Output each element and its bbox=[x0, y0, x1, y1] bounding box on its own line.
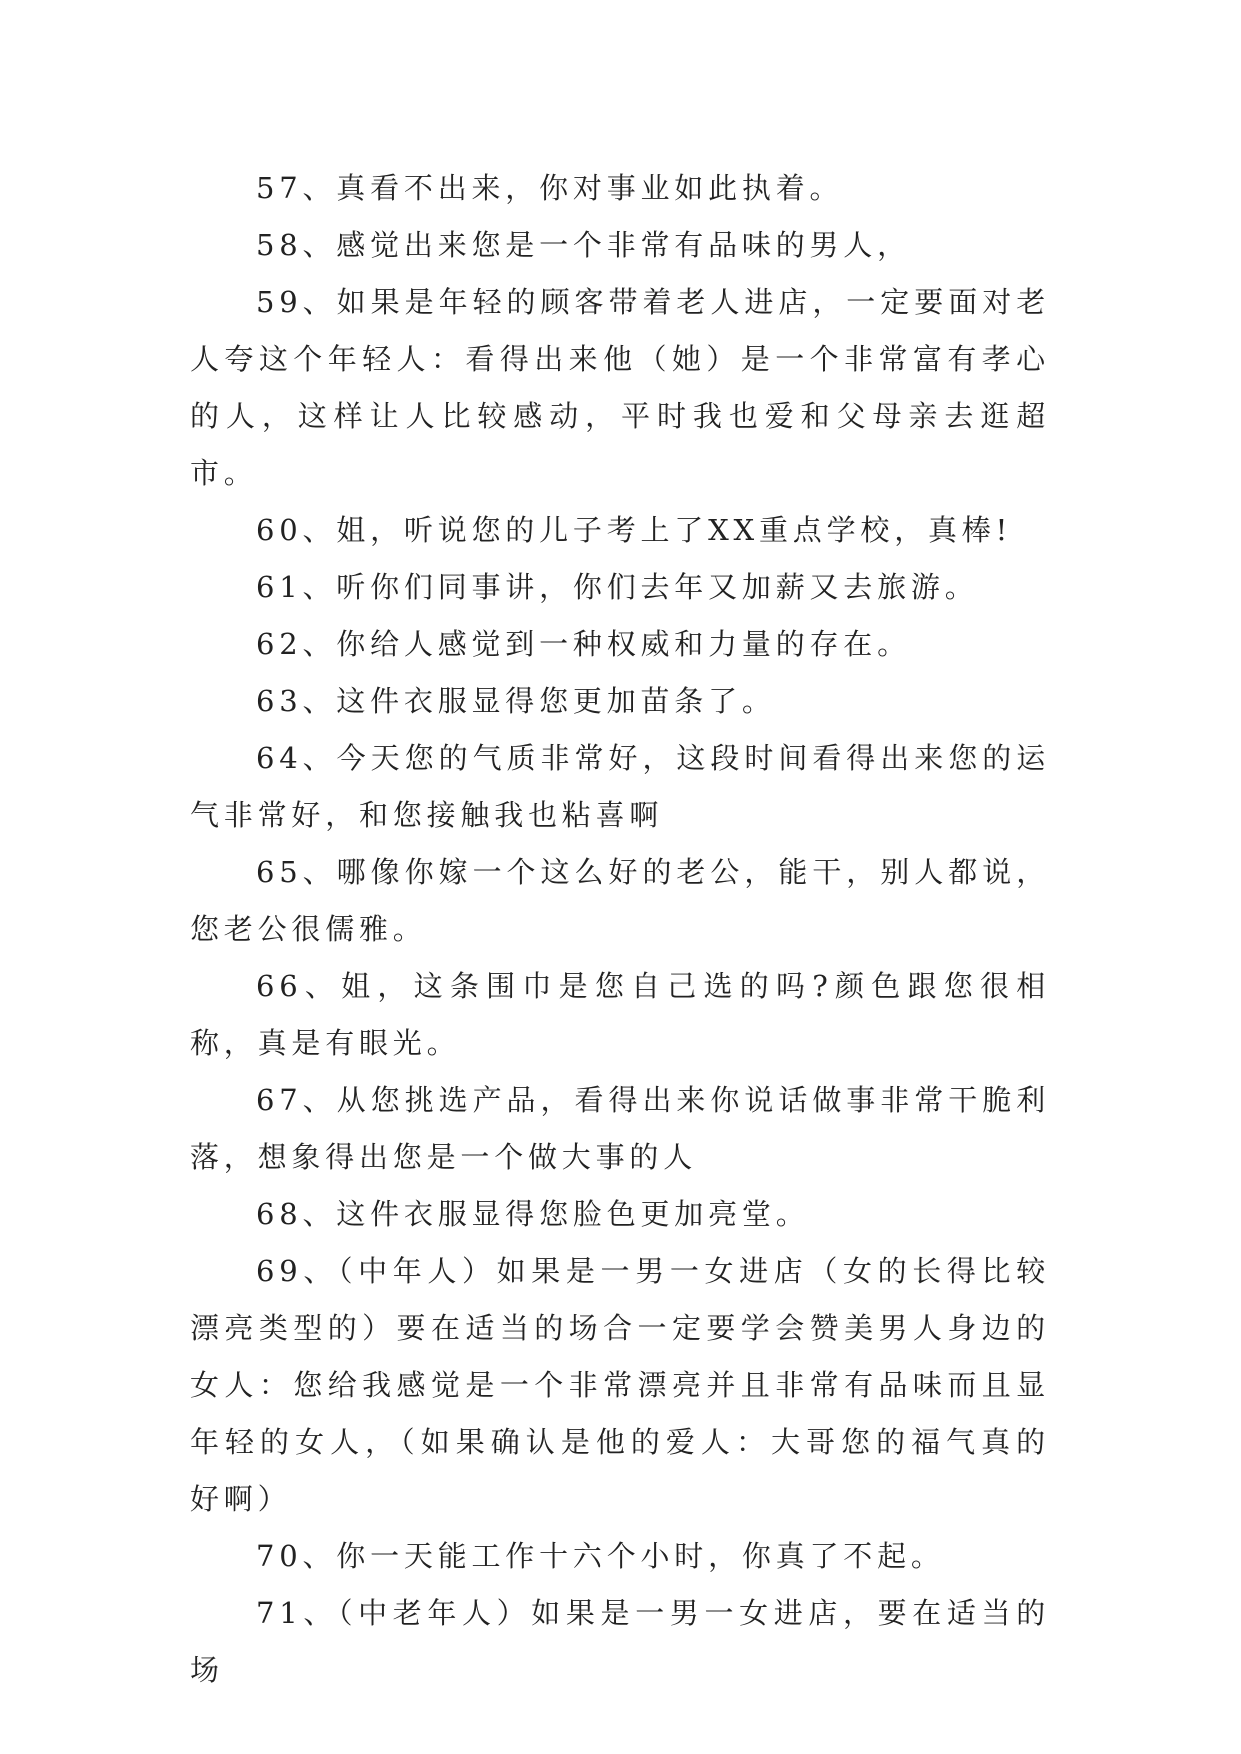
paragraph-67: 67、从您挑选产品，看得出来你说话做事非常干脆利落，想象得出您是一个做大事的人 bbox=[190, 1083, 1050, 1174]
paragraph-60: 60、姐，听说您的儿子考上了XX重点学校，真棒! bbox=[256, 513, 1013, 547]
document-body bbox=[190, 160, 1050, 1699]
paragraph-58: 58、感觉出来您是一个非常有品味的男人， bbox=[256, 228, 911, 262]
paragraph-65: 65、哪像你嫁一个这么好的老公，能干，别人都说，您老公很儒雅。 bbox=[190, 855, 1050, 946]
paragraph-63: 63、这件衣服显得您更加苗条了。 bbox=[256, 684, 776, 718]
paragraph-61: 61、听你们同事讲，你们去年又加薪又去旅游。 bbox=[256, 570, 979, 604]
paragraph-69: 69、（中年人）如果是一男一女进店（女的长得比较漂亮类型的）要在适当的场合一定要学会赞美男人身边的女人：您给我感觉是一个非常漂亮并且非常有品味而且显年轻的女人，（如果确认是他的爱人：大哥您的福气真的好啊） bbox=[190, 1254, 1050, 1516]
paragraph-64: 64、今天您的气质非常好，这段时间看得出来您的运气非常好，和您接触我也粘喜啊 bbox=[190, 741, 1050, 832]
paragraph-66: 66、姐，这条围巾是您自己选的吗?颜色跟您很相称，真是有眼光。 bbox=[190, 969, 1050, 1060]
paragraph-70: 70、你一天能工作十六个小时，你真了不起。 bbox=[256, 1539, 945, 1573]
paragraph-68: 68、这件衣服显得您脸色更加亮堂。 bbox=[256, 1197, 810, 1231]
paragraph-62: 62、你给人感觉到一种权威和力量的存在。 bbox=[256, 627, 911, 661]
paragraph-59: 59、如果是年轻的顾客带着老人进店，一定要面对老人夸这个年轻人：看得出来他（她）是一个非常富有孝心的人，这样让人比较感动，平时我也爱和父母亲去逛超市。 bbox=[190, 285, 1050, 490]
paragraph-71: 71、（中老年人）如果是一男一女进店，要在适当的场 bbox=[190, 1596, 1050, 1687]
paragraph-57: 57、真看不出来，你对事业如此执着。 bbox=[256, 171, 844, 205]
